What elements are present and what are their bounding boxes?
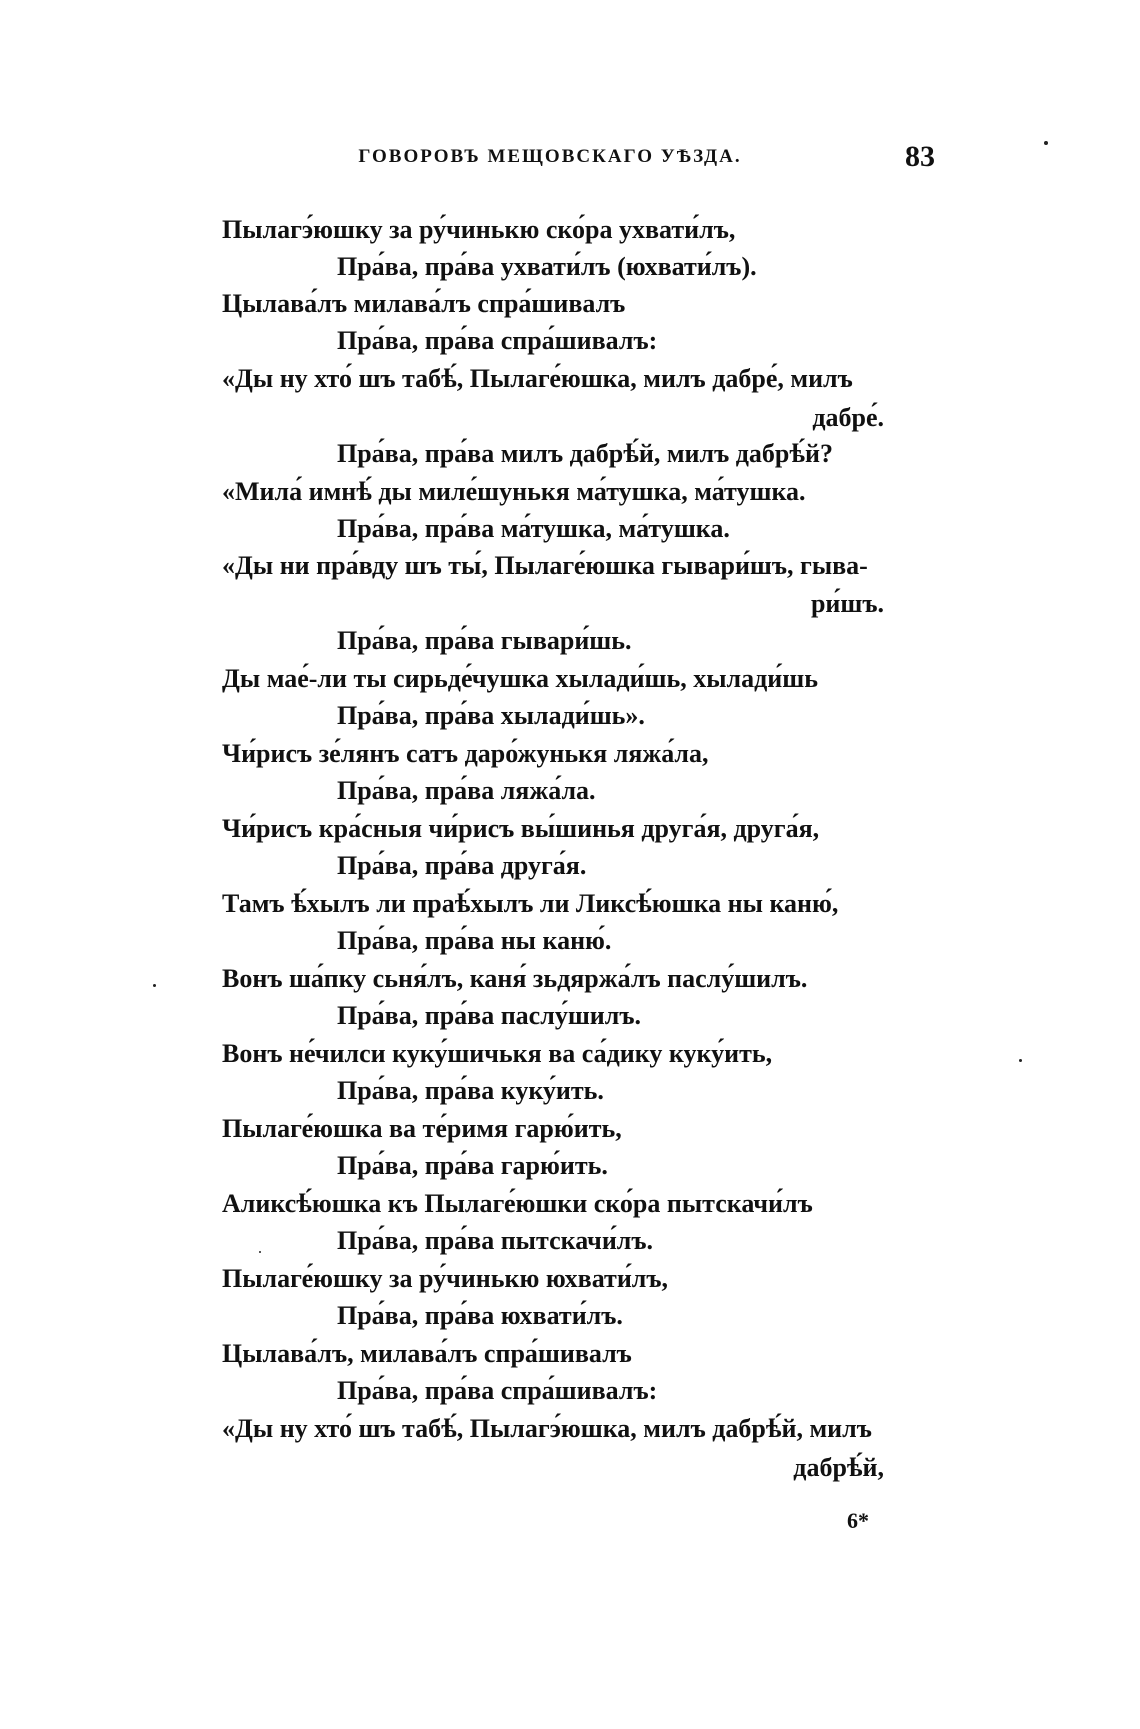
refrain-line: Пра́ва, пра́ва спра́шивалъ: [337,326,658,355]
verse-line: Чи́рисъ зе́лянъ сатъ даро́жунькя ляжа́ла, [222,739,709,768]
verse-line: Чи́рисъ кра́сныя чи́рисъ вы́шинья друга́я, друга́я, [222,814,820,843]
verse-line: Пылаге́юшку за ру́чинькю юхвати́лъ, [222,1264,669,1293]
refrain-line: Пра́ва, пра́ва куку́ить. [337,1076,604,1105]
page-number: 83 [905,140,935,173]
refrain-line: Пра́ва, пра́ва пытскачи́лъ. [337,1226,654,1255]
verse-line: Пылаге́юшка ва те́римя гарю́ить, [222,1114,622,1143]
refrain-line: Пра́ва, пра́ва гарю́ить. [337,1151,608,1180]
verse-line: Вонъ не́чилси куку́шичькя ва са́дику куку́ить, [222,1039,773,1068]
verse-line: Ды мае́-ли ты сирьде́чушка хылади́шь, хылади́шь [222,664,818,693]
verse-line: «Мила́ имнѣ́ ды миле́шунькя ма́тушка, ма́тушка. [222,477,806,506]
print-speck [1044,141,1048,145]
refrain-line: Пра́ва, пра́ва милъ дабрѣ́й, милъ дабрѣ́й? [337,439,833,468]
verse-line: «Ды ну хто́ шъ табѣ́, Пылаге́юшка, милъ дабре́, милъ [222,364,853,393]
verse-line: Цылава́лъ, милава́лъ спра́шивалъ [222,1339,632,1368]
refrain-line: Пра́ва, пра́ва ма́тушка, ма́тушка. [337,514,730,543]
verse-line: Тамъ ѣ́хылъ ли праѣ́хылъ ли Ликсѣ́юшка ны каню́, [222,889,839,918]
print-speck [1019,1059,1022,1062]
verse-line-continuation: дабре́. [812,403,884,432]
refrain-line: Пра́ва, пра́ва юхвати́лъ. [337,1301,623,1330]
verse-line: Пылагэ́юшку за ру́чинькю ско́ра ухвати́лъ, [222,215,736,244]
refrain-line: Пра́ва, пра́ва спра́шивалъ: [337,1376,658,1405]
refrain-line: Пра́ва, пра́ва гывари́шь. [337,626,632,655]
verse-line: «Ды ни пра́вду шъ ты́, Пылаге́юшка гывари́шъ, гыва- [222,551,868,580]
verse-line: Цылава́лъ милава́лъ спра́шивалъ [222,289,626,318]
verse-line: Аликсѣ́юшка къ Пылаге́юшки ско́ра пытскачи́лъ [222,1189,813,1218]
refrain-line: Пра́ва, пра́ва ны каню́. [337,926,612,955]
verse-line: «Ды ну хто́ шъ табѣ́, Пылагэ́юшка, милъ дабрѣ́й, милъ [222,1414,872,1443]
refrain-line: Пра́ва, пра́ва ухвати́лъ (юхвати́лъ). [337,252,757,281]
verse-line: Вонъ ша́пку сьня́лъ, каня́ зьдяржа́лъ паслу́шилъ. [222,964,808,993]
verse-line-continuation: ри́шъ. [810,589,884,618]
refrain-line: Пра́ва, пра́ва паслу́шилъ. [337,1001,641,1030]
refrain-line: Пра́ва, пра́ва друга́я. [337,851,587,880]
refrain-line: Пра́ва, пра́ва ляжа́ла. [337,776,596,805]
verse-line-continuation: дабрѣ́й, [793,1453,884,1482]
running-header: ГОВОРОВЪ МЕЩОВСКАГО УѢЗДА. [358,146,742,167]
printer-signature-mark: 6* [847,1508,869,1533]
refrain-line: Пра́ва, пра́ва хылади́шь». [337,701,645,730]
print-speck [259,1251,261,1253]
print-speck [153,984,156,987]
